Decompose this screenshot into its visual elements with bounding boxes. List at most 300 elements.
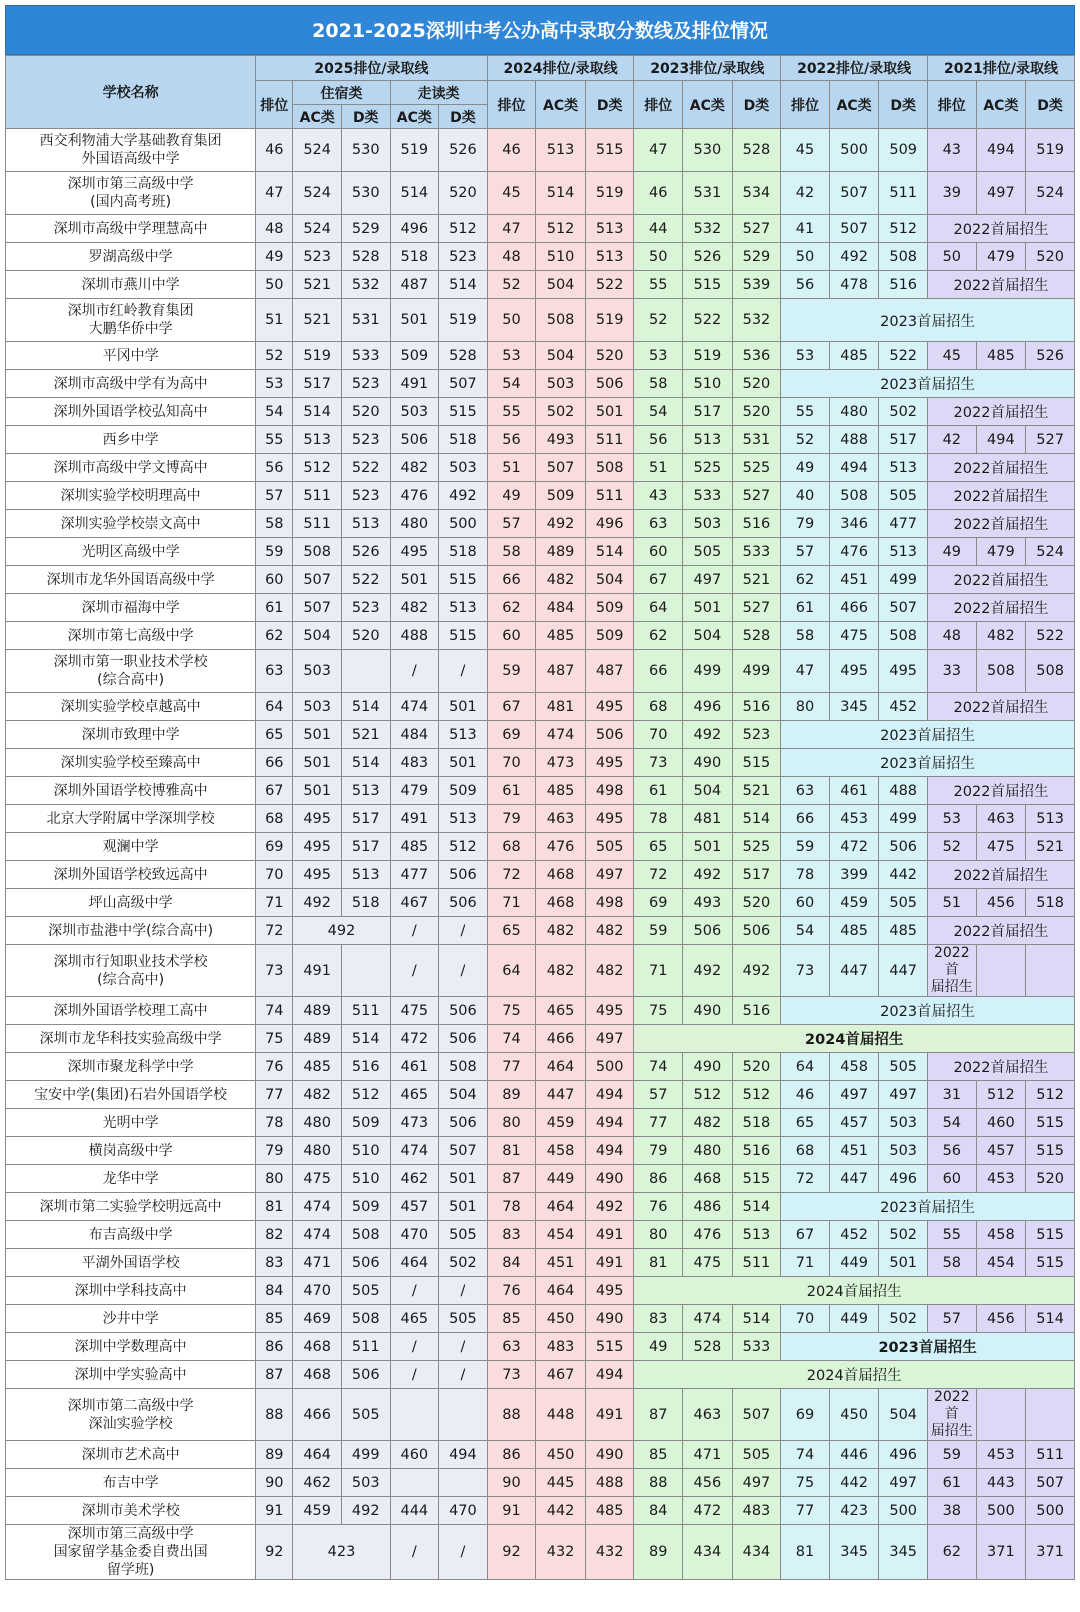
boarding-d-2025: 513 (341, 861, 390, 889)
boarding-d-2025: 523 (341, 426, 390, 454)
rank-2022: 81 (781, 1525, 830, 1580)
day-ac-2025: 462 (390, 1165, 439, 1193)
rank-2023: 51 (634, 454, 683, 482)
day-d-2025: 515 (439, 566, 488, 594)
ac-2024: 467 (536, 1361, 586, 1389)
rank-2021: 49 (928, 538, 977, 566)
ac-2024: 483 (536, 1333, 586, 1361)
table-row (6, 1165, 1075, 1193)
ac-2022: 446 (829, 1441, 879, 1469)
day-ac-2025: 487 (390, 271, 439, 299)
d-2021: 527 (1026, 426, 1075, 454)
boarding-d-2025: 514 (341, 1025, 390, 1053)
boarding-ac-2025: 464 (293, 1441, 342, 1469)
rank-2025: 92 (256, 1525, 293, 1580)
boarding-ac-2025: 470 (293, 1277, 342, 1305)
table-row (6, 172, 1075, 215)
ac-2024: 509 (536, 482, 586, 510)
ac-2023: 499 (683, 650, 733, 693)
ac-2024: 454 (536, 1221, 586, 1249)
table-row (6, 1025, 1075, 1053)
ac-2023: 506 (683, 917, 733, 945)
ac-2023: 475 (683, 1249, 733, 1277)
boarding-ac-2025: 517 (293, 370, 342, 398)
rank-2025: 57 (256, 482, 293, 510)
table-row (6, 370, 1075, 398)
boarding-ac-2025: 513 (293, 426, 342, 454)
d-2024: 482 (585, 917, 634, 945)
school-name: 深圳市聚龙科学中学 (6, 1053, 256, 1081)
day-d-2025: 509 (439, 777, 488, 805)
ac-2023: 531 (683, 172, 733, 215)
boarding-d-2025: 517 (341, 805, 390, 833)
d-2024: 509 (585, 622, 634, 650)
rank-2024: 50 (487, 299, 536, 342)
admission-score-table (5, 55, 1075, 1580)
rank-2024: 58 (487, 538, 536, 566)
rank-2022: 46 (781, 1081, 830, 1109)
table-row (6, 1333, 1075, 1361)
ac-2023: 532 (683, 215, 733, 243)
table-row (6, 650, 1075, 693)
boarding-d-2025: 517 (341, 833, 390, 861)
day-ac-2025: 457 (390, 1193, 439, 1221)
rank-2021: 50 (928, 243, 977, 271)
d-2024: 508 (585, 454, 634, 482)
d-2021: 515 (1026, 1249, 1075, 1277)
d-2024: 511 (585, 482, 634, 510)
d-2024: 519 (585, 299, 634, 342)
rank-2022: 65 (781, 1109, 830, 1137)
ac-2021: 494 (976, 129, 1026, 172)
rank-2023: 54 (634, 398, 683, 426)
d-2022: 507 (879, 594, 928, 622)
rank-2024: 54 (487, 370, 536, 398)
d-2021: 520 (1026, 1165, 1075, 1193)
rank-2022: 56 (781, 271, 830, 299)
d-2023: 521 (732, 566, 781, 594)
day-ac-2025: 514 (390, 172, 439, 215)
day-d-2025: / (439, 650, 488, 693)
rank-2024: 52 (487, 271, 536, 299)
ac-2024: 493 (536, 426, 586, 454)
rank-2023: 76 (634, 1193, 683, 1221)
d-2024: 498 (585, 889, 634, 917)
school-name: 平冈中学 (6, 342, 256, 370)
header-boarding: 住宿类 (293, 81, 390, 105)
rank-2025: 88 (256, 1389, 293, 1441)
d-2021: 524 (1026, 172, 1075, 215)
d-2024: 490 (585, 1305, 634, 1333)
day-ac-2025: 503 (390, 398, 439, 426)
school-name: 光明区高级中学 (6, 538, 256, 566)
ac-2023: 490 (683, 997, 733, 1025)
rank-2024: 55 (487, 398, 536, 426)
day-ac-2025: / (390, 650, 439, 693)
rank-2024: 59 (487, 650, 536, 693)
ac-2022: 451 (829, 1137, 879, 1165)
day-ac-2025: 518 (390, 243, 439, 271)
ac-2023: 490 (683, 749, 733, 777)
ac-2022: 461 (829, 777, 879, 805)
rank-2024: 87 (487, 1165, 536, 1193)
header-day-ac: AC类 (390, 105, 439, 129)
d-2024: 509 (585, 594, 634, 622)
ac-2024: 464 (536, 1053, 586, 1081)
day-ac-2025: 467 (390, 889, 439, 917)
boarding-d-2025: 522 (341, 566, 390, 594)
rank-2023: 86 (634, 1165, 683, 1193)
rank-2024: 60 (487, 622, 536, 650)
ac-2022: 453 (829, 805, 879, 833)
ac-2023: 519 (683, 342, 733, 370)
boarding-ac-2025: 511 (293, 510, 342, 538)
ac-2024: 514 (536, 172, 586, 215)
ac-2024: 482 (536, 917, 586, 945)
ac-2023: 528 (683, 1333, 733, 1361)
table-row (6, 1361, 1075, 1389)
ac-2023: 505 (683, 538, 733, 566)
rank-2021: 57 (928, 1305, 977, 1333)
rank-2023: 53 (634, 342, 683, 370)
ac-2022: 492 (829, 243, 879, 271)
ac-2024: 504 (536, 342, 586, 370)
rank-2022: 55 (781, 398, 830, 426)
day-ac-2025: 501 (390, 299, 439, 342)
rank-2022: 67 (781, 1221, 830, 1249)
d-2022: 477 (879, 510, 928, 538)
header-school: 学校名称 (6, 56, 256, 129)
ac-2024: 450 (536, 1305, 586, 1333)
first-enrollment-2022-note: 2022首届招生 (928, 271, 1075, 299)
d-2022: 505 (879, 1053, 928, 1081)
d-2022: 508 (879, 622, 928, 650)
day-ac-2025: 495 (390, 538, 439, 566)
rank-2022: 61 (781, 594, 830, 622)
day-d-2025: 526 (439, 129, 488, 172)
boarding-d-2025: 492 (341, 1497, 390, 1525)
day-ac-2025: 475 (390, 997, 439, 1025)
rank-2025: 82 (256, 1221, 293, 1249)
school-name: 深圳外国语学校致远高中 (6, 861, 256, 889)
day-d-2025: 504 (439, 1081, 488, 1109)
d-2024: 497 (585, 861, 634, 889)
rank-2025: 54 (256, 398, 293, 426)
rank-2023: 69 (634, 889, 683, 917)
first-enrollment-2023-note: 2023首届招生 (781, 997, 1075, 1025)
ac-2022: 507 (829, 172, 879, 215)
header-rank-2025: 排位 (256, 81, 293, 129)
table-row (6, 1053, 1075, 1081)
boarding-ac-2025: 492 (293, 889, 342, 917)
ac-2021: 443 (976, 1469, 1026, 1497)
table-row (6, 271, 1075, 299)
ac-2024: 442 (536, 1497, 586, 1525)
boarding-d-2025: 523 (341, 482, 390, 510)
ac-2023: 474 (683, 1305, 733, 1333)
first-enrollment-2022-note: 2022首届招生 (928, 693, 1075, 721)
rank-2025: 85 (256, 1305, 293, 1333)
rank-2022: 69 (781, 1389, 830, 1441)
first-enrollment-2023-note: 2023首届招生 (781, 721, 1075, 749)
d-2021: 511 (1026, 1441, 1075, 1469)
school-name: 深圳市艺术高中 (6, 1441, 256, 1469)
school-name: 深圳中学实验高中 (6, 1361, 256, 1389)
ac-2023: 492 (683, 721, 733, 749)
d-2024: 514 (585, 538, 634, 566)
rank-2024: 80 (487, 1109, 536, 1137)
school-name: 沙井中学 (6, 1305, 256, 1333)
ac-2022: 452 (829, 1221, 879, 1249)
boarding-ac-2025: 501 (293, 777, 342, 805)
header-ac-2023: AC类 (683, 81, 733, 129)
school-name: 深圳外国语学校博雅高中 (6, 777, 256, 805)
school-name: 深圳市高级中学文博高中 (6, 454, 256, 482)
d-2023: 511 (732, 1249, 781, 1277)
first-enrollment-2022-note: 2022首 届招生 (928, 1389, 977, 1441)
d-2022: 499 (879, 805, 928, 833)
d-2023: 434 (732, 1525, 781, 1580)
d-2022: 452 (879, 693, 928, 721)
ac-2022: 485 (829, 342, 879, 370)
d-2022: 500 (879, 1497, 928, 1525)
day-d-2025: 505 (439, 1221, 488, 1249)
rank-2024: 51 (487, 454, 536, 482)
ac-2023: 526 (683, 243, 733, 271)
ac-2023: 504 (683, 777, 733, 805)
d-2024: 495 (585, 749, 634, 777)
school-name: 深圳实验学校卓越高中 (6, 693, 256, 721)
first-enrollment-2024-note: 2024首届招生 (634, 1361, 1075, 1389)
rank-2025: 77 (256, 1081, 293, 1109)
rank-2025: 86 (256, 1333, 293, 1361)
rank-2024: 78 (487, 1193, 536, 1221)
rank-2023: 79 (634, 1137, 683, 1165)
d-2024: 494 (585, 1109, 634, 1137)
ac-2024: 481 (536, 693, 586, 721)
d-2024: 490 (585, 1441, 634, 1469)
boarding-ac-2025: 523 (293, 243, 342, 271)
day-d-2025: 528 (439, 342, 488, 370)
table-row (6, 945, 1075, 997)
d-2024: 487 (585, 650, 634, 693)
header-rank-2023: 排位 (634, 81, 683, 129)
rank-2025: 49 (256, 243, 293, 271)
ac-2023: 515 (683, 271, 733, 299)
ac-2022: 475 (829, 622, 879, 650)
boarding-combined-2025: 492 (293, 917, 390, 945)
rank-2025: 71 (256, 889, 293, 917)
day-ac-2025: / (390, 1277, 439, 1305)
d-2023: 539 (732, 271, 781, 299)
table-row (6, 1277, 1075, 1305)
ac-2024: 432 (536, 1525, 586, 1580)
boarding-d-2025: 523 (341, 370, 390, 398)
day-ac-2025 (390, 1469, 439, 1497)
ac-2021: 456 (976, 889, 1026, 917)
boarding-d-2025: 505 (341, 1389, 390, 1441)
rank-2023: 57 (634, 1081, 683, 1109)
d-2023: 525 (732, 454, 781, 482)
rank-2025: 61 (256, 594, 293, 622)
day-d-2025: 520 (439, 172, 488, 215)
boarding-ac-2025: 514 (293, 398, 342, 426)
ac-2024: 474 (536, 721, 586, 749)
day-d-2025: / (439, 1361, 488, 1389)
ac-2021 (976, 1389, 1026, 1441)
ac-2023: 481 (683, 805, 733, 833)
ac-2024: 512 (536, 215, 586, 243)
boarding-ac-2025: 503 (293, 650, 342, 693)
rank-2023: 64 (634, 594, 683, 622)
d-2021: 521 (1026, 833, 1075, 861)
rank-2023: 58 (634, 370, 683, 398)
first-enrollment-2022-note: 2022首 届招生 (928, 945, 977, 997)
school-name: 西乡中学 (6, 426, 256, 454)
boarding-d-2025: 516 (341, 1053, 390, 1081)
rank-2023: 87 (634, 1389, 683, 1441)
rank-2023: 43 (634, 482, 683, 510)
ac-2024: 468 (536, 889, 586, 917)
table-row (6, 833, 1075, 861)
table-row (6, 693, 1075, 721)
rank-2025: 75 (256, 1025, 293, 1053)
boarding-d-2025: 513 (341, 777, 390, 805)
d-2022: 508 (879, 243, 928, 271)
day-ac-2025: 482 (390, 594, 439, 622)
rank-2021: 56 (928, 1137, 977, 1165)
rank-2023: 72 (634, 861, 683, 889)
ac-2023: 463 (683, 1389, 733, 1441)
boarding-ac-2025: 489 (293, 1025, 342, 1053)
first-enrollment-2022-note: 2022首届招生 (928, 917, 1075, 945)
ac-2023: 471 (683, 1441, 733, 1469)
ac-2024: 468 (536, 861, 586, 889)
ac-2021: 512 (976, 1081, 1026, 1109)
rank-2025: 66 (256, 749, 293, 777)
day-d-2025: 506 (439, 889, 488, 917)
d-2024: 488 (585, 1469, 634, 1497)
rank-2024: 45 (487, 172, 536, 215)
rank-2024: 76 (487, 1277, 536, 1305)
d-2022: 496 (879, 1441, 928, 1469)
boarding-d-2025 (341, 650, 390, 693)
rank-2022: 54 (781, 917, 830, 945)
rank-2025: 81 (256, 1193, 293, 1221)
first-enrollment-2024-note: 2024首届招生 (634, 1277, 1075, 1305)
ac-2024: 489 (536, 538, 586, 566)
d-2021 (1026, 945, 1075, 997)
first-enrollment-2022-note: 2022首届招生 (928, 398, 1075, 426)
d-2021: 515 (1026, 1137, 1075, 1165)
first-enrollment-2022-note: 2022首届招生 (928, 1053, 1075, 1081)
boarding-ac-2025: 474 (293, 1221, 342, 1249)
ac-2021: 479 (976, 243, 1026, 271)
table-row (6, 1081, 1075, 1109)
school-name: 深圳市行知职业技术学校 (综合高中) (6, 945, 256, 997)
rank-2024: 69 (487, 721, 536, 749)
d-2023: 516 (732, 510, 781, 538)
rank-2023: 44 (634, 215, 683, 243)
boarding-d-2025: 529 (341, 215, 390, 243)
rank-2025: 59 (256, 538, 293, 566)
ac-2024: 484 (536, 594, 586, 622)
boarding-ac-2025: 504 (293, 622, 342, 650)
day-ac-2025 (390, 1389, 439, 1441)
boarding-ac-2025: 511 (293, 482, 342, 510)
rank-2025: 79 (256, 1137, 293, 1165)
rank-2022: 47 (781, 650, 830, 693)
day-ac-2025: 477 (390, 861, 439, 889)
rank-2025: 80 (256, 1165, 293, 1193)
ac-2022: 449 (829, 1305, 879, 1333)
score-table-container (5, 5, 1075, 1580)
header-ac-2021: AC类 (976, 81, 1026, 129)
table-row (6, 510, 1075, 538)
ac-2021: 482 (976, 622, 1026, 650)
day-ac-2025: 491 (390, 805, 439, 833)
d-2024: 504 (585, 566, 634, 594)
school-name: 深圳市福海中学 (6, 594, 256, 622)
ac-2024: 464 (536, 1277, 586, 1305)
table-row (6, 454, 1075, 482)
ac-2021: 494 (976, 426, 1026, 454)
boarding-ac-2025: 480 (293, 1137, 342, 1165)
rank-2024: 64 (487, 945, 536, 997)
d-2023: 534 (732, 172, 781, 215)
school-name: 深圳实验学校明理高中 (6, 482, 256, 510)
boarding-ac-2025: 485 (293, 1053, 342, 1081)
boarding-ac-2025: 474 (293, 1193, 342, 1221)
school-name: 坪山高级中学 (6, 889, 256, 917)
rank-2024: 77 (487, 1053, 536, 1081)
rank-2024: 86 (487, 1441, 536, 1469)
boarding-ac-2025: 501 (293, 721, 342, 749)
ac-2023: 490 (683, 1053, 733, 1081)
rank-2022: 79 (781, 510, 830, 538)
d-2023: 507 (732, 1389, 781, 1441)
ac-2024: 504 (536, 271, 586, 299)
day-ac-2025: / (390, 1361, 439, 1389)
rank-2024: 81 (487, 1137, 536, 1165)
ac-2023: 497 (683, 566, 733, 594)
header-2023: 2023排位/录取线 (634, 56, 781, 81)
rank-2024: 71 (487, 889, 536, 917)
table-row (6, 129, 1075, 172)
ac-2023: 501 (683, 594, 733, 622)
day-ac-2025: 472 (390, 1025, 439, 1053)
ac-2021: 485 (976, 342, 1026, 370)
ac-2021: 475 (976, 833, 1026, 861)
boarding-ac-2025: 495 (293, 861, 342, 889)
rank-2024: 56 (487, 426, 536, 454)
d-2023: 520 (732, 398, 781, 426)
ac-2023: 472 (683, 1497, 733, 1525)
ac-2022: 447 (829, 1165, 879, 1193)
rank-2025: 58 (256, 510, 293, 538)
boarding-d-2025: 511 (341, 1333, 390, 1361)
rank-2025: 89 (256, 1441, 293, 1469)
first-enrollment-2023-note: 2023首届招生 (781, 1193, 1075, 1221)
rank-2024: 79 (487, 805, 536, 833)
rank-2023: 77 (634, 1109, 683, 1137)
header-2022: 2022排位/录取线 (781, 56, 928, 81)
day-ac-2025: 485 (390, 833, 439, 861)
day-ac-2025: / (390, 917, 439, 945)
rank-2021: 53 (928, 805, 977, 833)
table-row (6, 1497, 1075, 1525)
d-2023: 523 (732, 721, 781, 749)
